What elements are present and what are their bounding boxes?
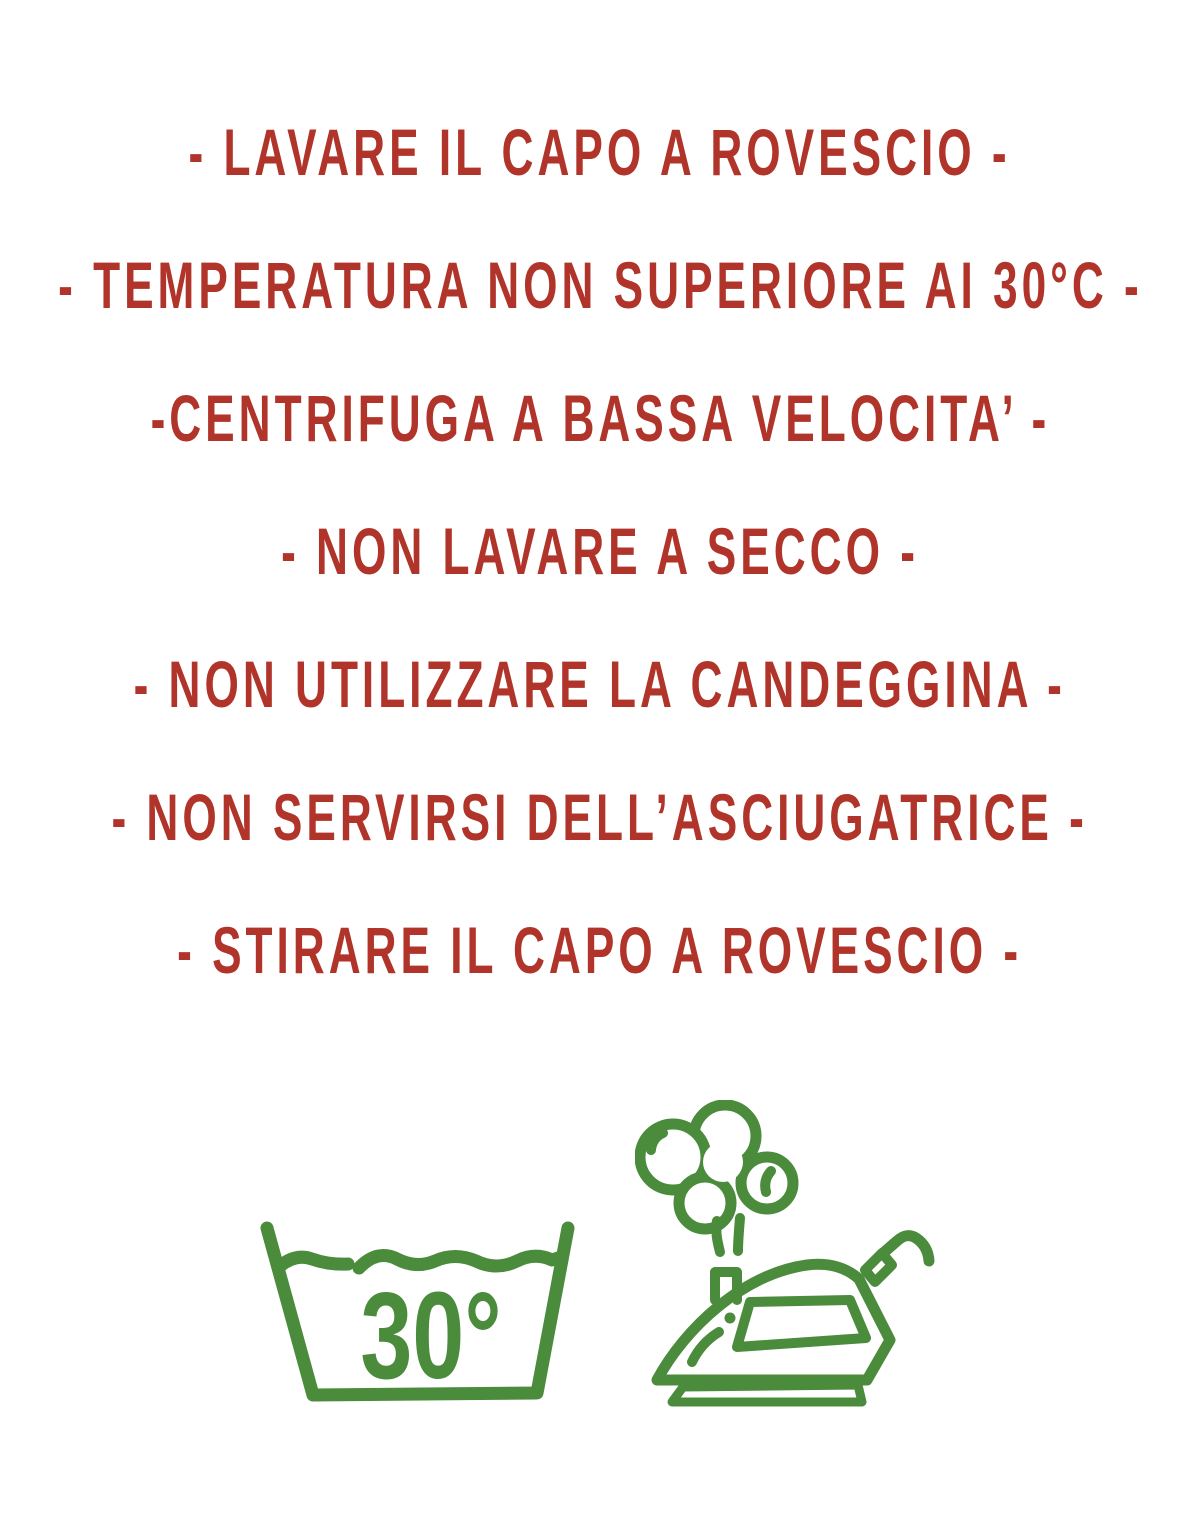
water-wave-right	[359, 1256, 561, 1268]
iron-soleplate	[672, 1385, 862, 1402]
steam-trail	[738, 1218, 740, 1251]
iron-detail-dot	[725, 1313, 736, 1324]
care-instruction-line	[0, 484, 1200, 617]
steam-trail	[716, 1221, 720, 1252]
care-instruction-line	[0, 351, 1200, 484]
care-instruction-text: - NON LAVARE A SECCO -	[281, 513, 919, 588]
wash-temperature-label: 30°	[360, 1267, 502, 1406]
care-instruction-text: - LAVARE IL CAPO A ROVESCIO -	[188, 114, 1012, 189]
cloud-detail-dash	[765, 1171, 771, 1192]
care-instruction-text: - NON UTILIZZARE LA CANDEGGINA -	[133, 646, 1067, 721]
care-instruction-text: - TEMPERATURA NON SUPERIORE AI 30°C -	[57, 247, 1143, 322]
wash-basin-30-icon	[255, 1215, 585, 1415]
iron-cord	[865, 1236, 929, 1282]
care-instruction-line	[0, 883, 1200, 1016]
care-instruction-line	[0, 617, 1200, 750]
steam-cloud	[640, 1105, 793, 1252]
care-instruction-line	[0, 750, 1200, 883]
care-instruction-text: -CENTRIFUGA A BASSA VELOCITA’ -	[150, 380, 1050, 455]
steam-iron-icon	[635, 1100, 945, 1410]
care-instruction-text: - STIRARE IL CAPO A ROVESCIO -	[177, 912, 1023, 987]
water-wave-left	[279, 1257, 348, 1267]
care-instruction-line	[0, 218, 1200, 351]
care-instruction-text: - NON SERVIRSI DELL’ASCIUGATRICE -	[111, 779, 1089, 854]
care-instruction-line	[0, 85, 1200, 218]
